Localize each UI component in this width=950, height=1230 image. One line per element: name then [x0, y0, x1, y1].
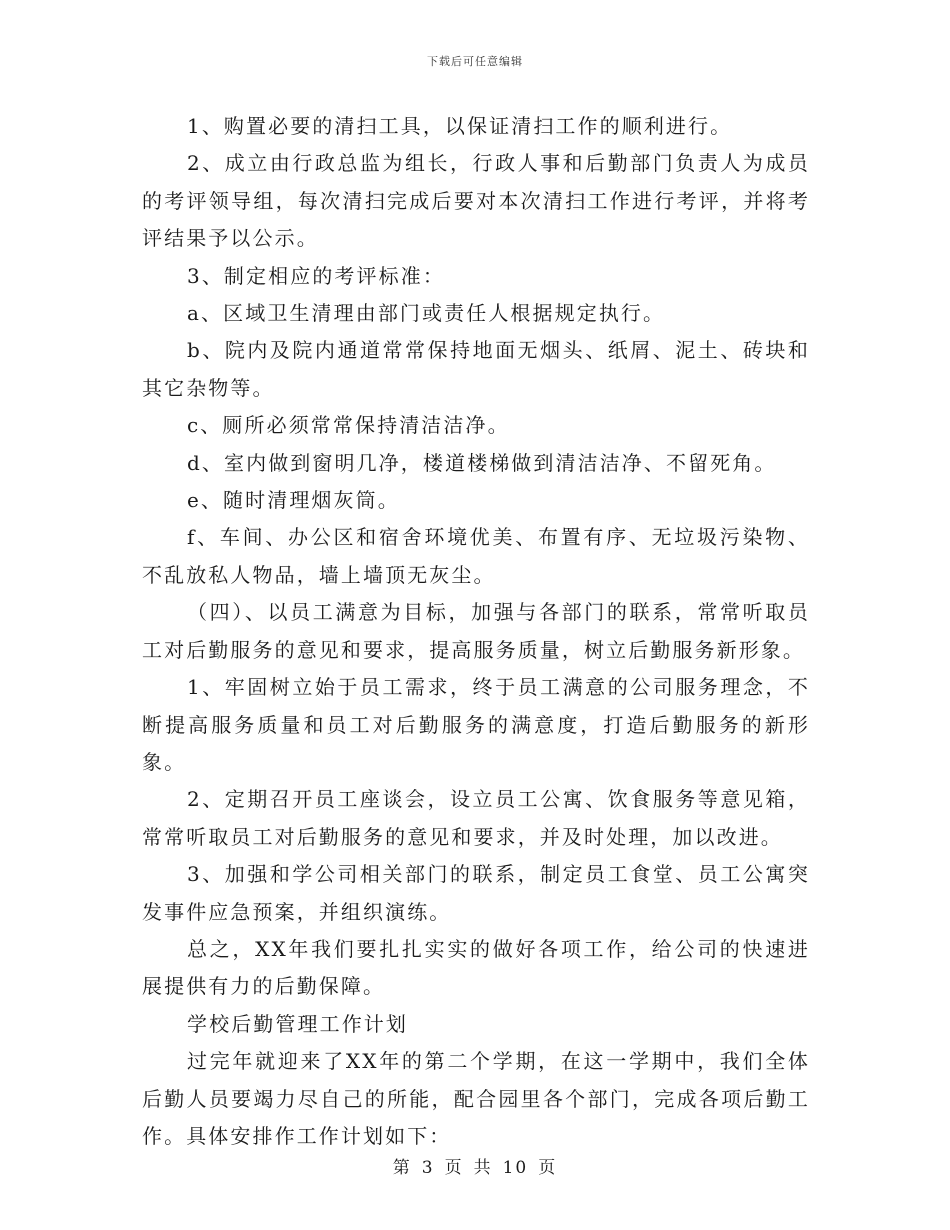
page-label-prefix: 第 — [392, 1158, 412, 1178]
paragraph: a、区域卫生清理由部门或责任人根据规定执行。 — [187, 301, 666, 326]
paragraph: e、随时清理烟灰筒。 — [187, 488, 400, 513]
paragraph: 3、加强和学公司相关部门的联系，制定员工食堂、员工公寓突发事件应急预案，并组织演练。 — [142, 862, 810, 924]
paragraph: 2、定期召开员工座谈会，设立员工公寓、饮食服务等意见箱，常常听取员工对后勤服务的意见和要求，并及时处理，加以改进。 — [142, 787, 810, 849]
document-title: 学校后勤管理工作计划 — [187, 1011, 408, 1036]
page-header: 下载后可任意编辑 — [427, 55, 523, 68]
paragraph: 总之，XX年我们要扎扎实实的做好各项工作，给公司的快速进展提供有力的后勤保障。 — [142, 936, 810, 999]
paragraph: c、厕所必须常常保持清洁洁净。 — [187, 413, 510, 438]
document-body — [142, 108, 810, 1155]
total-pages-number: 10 — [502, 1158, 529, 1178]
section-heading: （四）、以员工满意为目标，加强与各部门的联系，常常听取员工对后勤服务的意见和要求，提高服务质量，树立后勤服务新形象。 — [142, 600, 810, 662]
paragraph: f、车间、办公区和宿舍环境优美、布置有序、无垃圾污染物、不乱放私人物品，墙上墙顶无灰尘。 — [142, 525, 810, 587]
page-label-suffix: 页 — [538, 1158, 558, 1178]
current-page-number: 3 — [421, 1158, 435, 1178]
paragraph: 1、购置必要的清扫工具，以保证清扫工作的顺利进行。 — [187, 114, 733, 138]
paragraph: b、院内及院内通道常常保持地面无烟头、纸屑、泥土、砖块和其它杂物等。 — [142, 338, 810, 400]
page-label-mid: 页 — [444, 1158, 464, 1178]
paragraph: 3、制定相应的考评标准： — [187, 263, 445, 288]
paragraph: 2、成立由行政总监为组长，行政人事和后勤部门负责人为成员的考评领导组，每次清扫完成后要对本次清扫工作进行考评，并将考评结果予以公示。 — [142, 151, 810, 251]
total-label: 共 — [473, 1158, 493, 1178]
paragraph: d、室内做到窗明几净，楼道楼梯做到清洁洁净、不留死角。 — [187, 450, 777, 475]
paragraph: 过完年就迎来了XX年的第二个学期，在这一学期中，我们全体后勤人员要竭力尽自己的所能，配合园里各个部门，完成各项后勤工作。具体安排作工作计划如下： — [142, 1049, 810, 1148]
page-footer — [0, 1153, 950, 1178]
paragraph: 1、牢固树立始于员工需求，终于员工满意的公司服务理念，不断提高服务质量和员工对后勤服务的满意度，打造后勤服务的新形象。 — [142, 675, 810, 774]
